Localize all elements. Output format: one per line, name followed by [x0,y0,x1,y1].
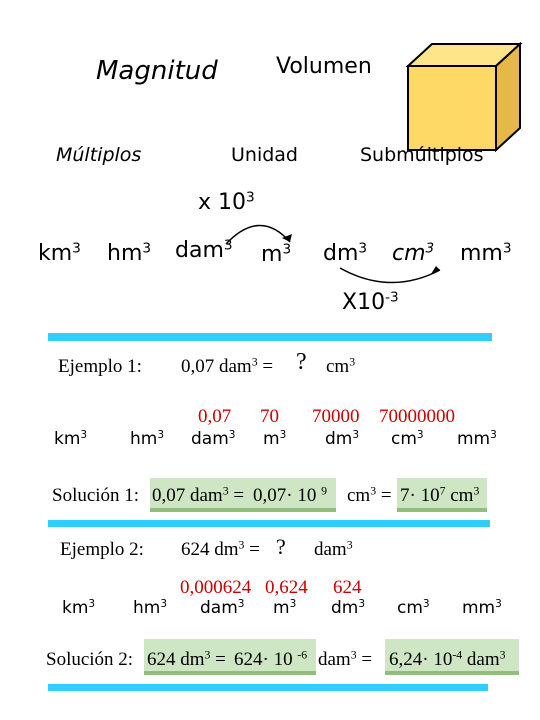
factor-down: $X10^{-3}$ [342,289,399,315]
divider-bar-2 [48,520,490,527]
magnitud-label: Magnitud [96,56,218,86]
ejemplo2-target-unit: dam$^3$ [314,538,353,560]
ejemplo2-label: Ejemplo 2: [60,539,144,560]
ej1-value-dam: 0,07 [198,406,232,427]
unit-m: $m^3$ [261,241,292,267]
unit-cm: $cm^3$ [392,240,435,266]
unit-mm: $mm^3$ [460,240,512,266]
ej1-unit-cm: $cm^3$ [391,429,424,449]
ej2-unit-hm: $hm^3$ [133,598,168,618]
sol2-a: 624 $dm^3$ = [147,648,226,670]
ejemplo1-target-unit: $cm^3$ [326,355,356,377]
unit-dm: $dm^3$ [323,240,368,266]
sol2-b: 624· 10 $^{-6}$ [234,648,308,670]
ej1-unit-dm: $dm^3$ [325,429,360,449]
sol2-label: Solución 2: [46,649,134,670]
ej1-unit-dam: dam$^3$ [191,429,236,449]
unit-km: $km^3$ [38,240,81,266]
ejemplo1-label: Ejemplo 1: [58,356,142,377]
ejemplo2-question: 624 $dm^3$ = [181,538,260,560]
ej1-value-dm: 70000 [312,406,360,427]
ej2-unit-dam: dam$^3$ [200,598,245,618]
divider-bar-1 [48,333,492,341]
ej2-unit-cm: $cm^3$ [397,598,430,618]
ej1-unit-mm: $mm^3$ [457,429,497,449]
ej2-value-dm: 624 [333,577,362,598]
multiplos-label: Múltiplos [56,144,142,166]
sol2-c: dam$^3$ = [318,648,373,670]
ej1-unit-hm: $hm^3$ [130,429,165,449]
divider-bar-3 [48,684,488,691]
unidad-label: Unidad [231,144,298,166]
sol1-c: $cm^3$ = [347,484,392,506]
ejemplo1-question: 0,07 dam$^3$ = [181,355,274,377]
ej2-unit-km: $km^3$ [62,598,96,618]
ejemplo1-q: ? [296,349,307,375]
submultiplos-label: Submúltiplos [360,144,484,166]
cube-icon [404,42,524,152]
ej2-unit-dm: $dm^3$ [331,598,366,618]
unit-dam: dam$^3$ [175,237,233,263]
ej1-value-m: 70 [260,406,279,427]
sol1-label: Solución 1: [52,485,140,506]
ej1-unit-m: $m^3$ [263,429,287,449]
ej2-value-m: 0,624 [265,577,308,598]
sol1-b: 0,07· 10 $^9$ [253,484,327,506]
unit-hm: $hm^3$ [107,240,152,266]
ej1-value-cm: 70000000 [379,406,455,427]
ej2-value-dam: 0,000624 [180,577,252,598]
volumen-label: Volumen [276,54,372,79]
factor-up: x $10^3$ [198,189,255,215]
sol1-a: 0,07 dam$^3$ = [152,484,245,506]
sol2-d: $6,24\cdot 10^{-4}$ dam$^3$ [389,648,506,670]
ejemplo2-q: ? [276,534,286,559]
ej2-unit-m: $m^3$ [273,598,297,618]
ej2-unit-mm: $mm^3$ [462,598,502,618]
sol1-d: $7\cdot 10^7$ $cm^3$ [400,484,480,506]
ej1-unit-km: $km^3$ [54,429,88,449]
